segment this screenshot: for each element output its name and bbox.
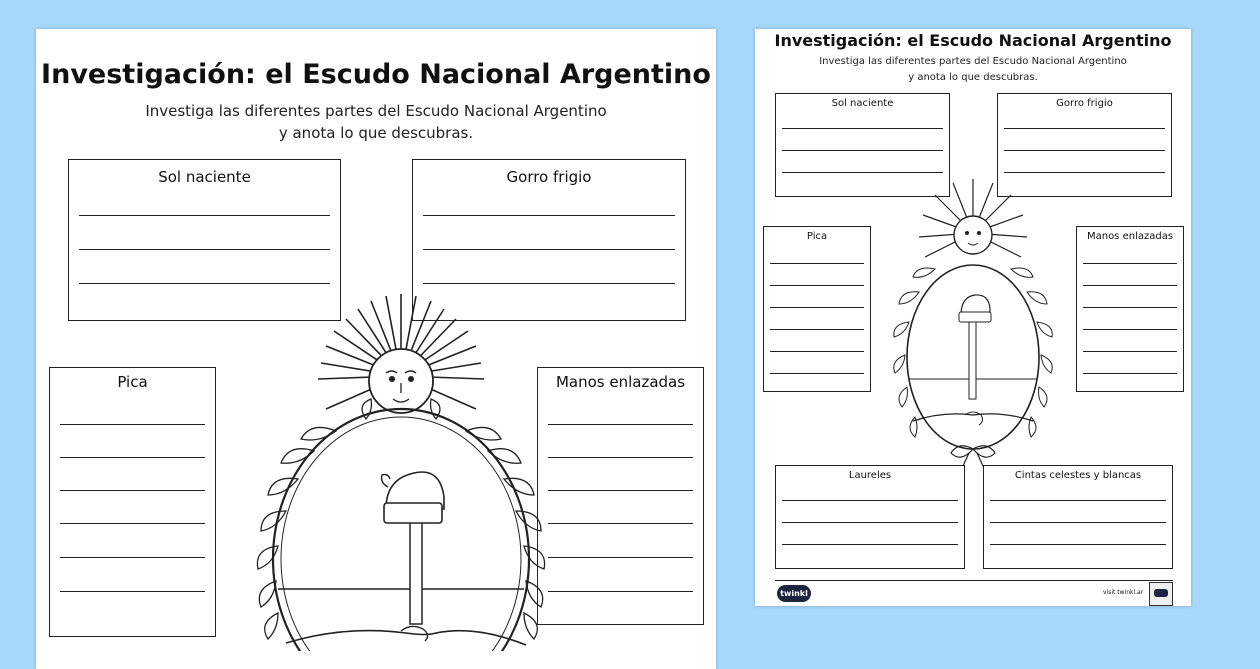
- answer-line: [782, 172, 943, 173]
- answer-line: [548, 557, 693, 558]
- answer-line: [548, 490, 693, 491]
- footer-visit-text: visit twinkl.ar: [1103, 589, 1144, 596]
- subtitle-line-2: y anota lo que descubras.: [278, 123, 474, 142]
- answer-line: [990, 544, 1166, 545]
- box-label-pica-small: Pica: [806, 231, 828, 242]
- answer-line: [548, 457, 693, 458]
- subtitle-line-1-small: Investiga las diferentes partes del Escudo Nacional Argentino: [819, 56, 1127, 67]
- worksheet-subtitle-small: [755, 54, 1191, 86]
- answer-line: [79, 249, 330, 250]
- worksheet-preview-large: [36, 29, 716, 669]
- box-label-gorro-frigio: Gorro frigio: [506, 168, 592, 186]
- answer-line: [1004, 172, 1165, 173]
- answer-line: [770, 329, 864, 330]
- answer-line: [770, 351, 864, 352]
- clasped-hands: [286, 631, 526, 645]
- box-pica-small[interactable]: [763, 226, 871, 392]
- answer-line: [782, 544, 958, 545]
- box-pica[interactable]: [49, 367, 216, 637]
- quality-badge-icon: [1149, 582, 1173, 606]
- answer-line: [770, 285, 864, 286]
- answer-line: [548, 591, 693, 592]
- worksheet-title: Investigación: el Escudo Nacional Argentino: [41, 59, 711, 90]
- subtitle-line-1: Investiga las diferentes partes del Escudo Nacional Argentino: [145, 102, 607, 120]
- pike-staff-small: [969, 317, 976, 399]
- answer-line: [1004, 128, 1165, 129]
- sun-face: [369, 349, 433, 413]
- answer-line: [782, 150, 943, 151]
- twinkl-logo: twinkl: [777, 585, 811, 602]
- answer-line: [548, 523, 693, 524]
- box-manos-enlazadas[interactable]: [537, 367, 704, 625]
- answer-line: [79, 215, 330, 216]
- answer-line: [60, 591, 205, 592]
- answer-line: [1083, 263, 1177, 264]
- answer-line: [1083, 373, 1177, 374]
- answer-line: [423, 215, 675, 216]
- answer-line: [770, 373, 864, 374]
- answer-line: [1083, 329, 1177, 330]
- worksheet-title-small: Investigación: el Escudo Nacional Argentino: [774, 31, 1172, 50]
- box-label-sol-naciente: Sol naciente: [158, 168, 251, 186]
- answer-line: [1004, 150, 1165, 151]
- box-label-sol-naciente-small: Sol naciente: [831, 98, 894, 109]
- answer-line: [60, 490, 205, 491]
- answer-line: [79, 283, 330, 284]
- pike-staff: [410, 519, 422, 624]
- answer-line: [60, 457, 205, 458]
- answer-line: [60, 557, 205, 558]
- box-label-pica: Pica: [117, 373, 148, 391]
- box-label-manos-enlazadas: Manos enlazadas: [555, 373, 686, 391]
- answer-line: [423, 249, 675, 250]
- answer-line: [782, 522, 958, 523]
- answer-line: [60, 523, 205, 524]
- worksheet-subtitle: [36, 101, 716, 145]
- box-manos-enlazadas-small[interactable]: [1076, 226, 1184, 392]
- answer-line: [990, 500, 1166, 501]
- coat-of-arms-illustration-small: [873, 177, 1073, 487]
- box-laureles-small[interactable]: [775, 465, 965, 569]
- answer-line: [782, 500, 958, 501]
- answer-line: [548, 424, 693, 425]
- box-cintas-small[interactable]: [983, 465, 1173, 569]
- answer-line: [1083, 307, 1177, 308]
- answer-line: [770, 263, 864, 264]
- box-label-manos-enlazadas-small: Manos enlazadas: [1086, 231, 1174, 242]
- box-label-laureles-small: Laureles: [848, 470, 892, 481]
- answer-line: [1083, 285, 1177, 286]
- box-label-gorro-frigio-small: Gorro frigio: [1056, 98, 1113, 109]
- footer-divider: [775, 580, 1173, 581]
- answer-line: [782, 128, 943, 129]
- worksheet-preview-full: [755, 29, 1191, 606]
- clasped-hands-small: [913, 414, 1033, 421]
- coat-of-arms-illustration: [216, 291, 546, 651]
- answer-line: [990, 522, 1166, 523]
- answer-line: [423, 283, 675, 284]
- subtitle-line-2-small: y anota lo que descubras.: [908, 72, 1038, 83]
- box-label-cintas-small: Cintas celestes y blancas: [1014, 470, 1142, 481]
- sun-face-small: [954, 216, 992, 254]
- answer-line: [770, 307, 864, 308]
- answer-line: [60, 424, 205, 425]
- answer-line: [1083, 351, 1177, 352]
